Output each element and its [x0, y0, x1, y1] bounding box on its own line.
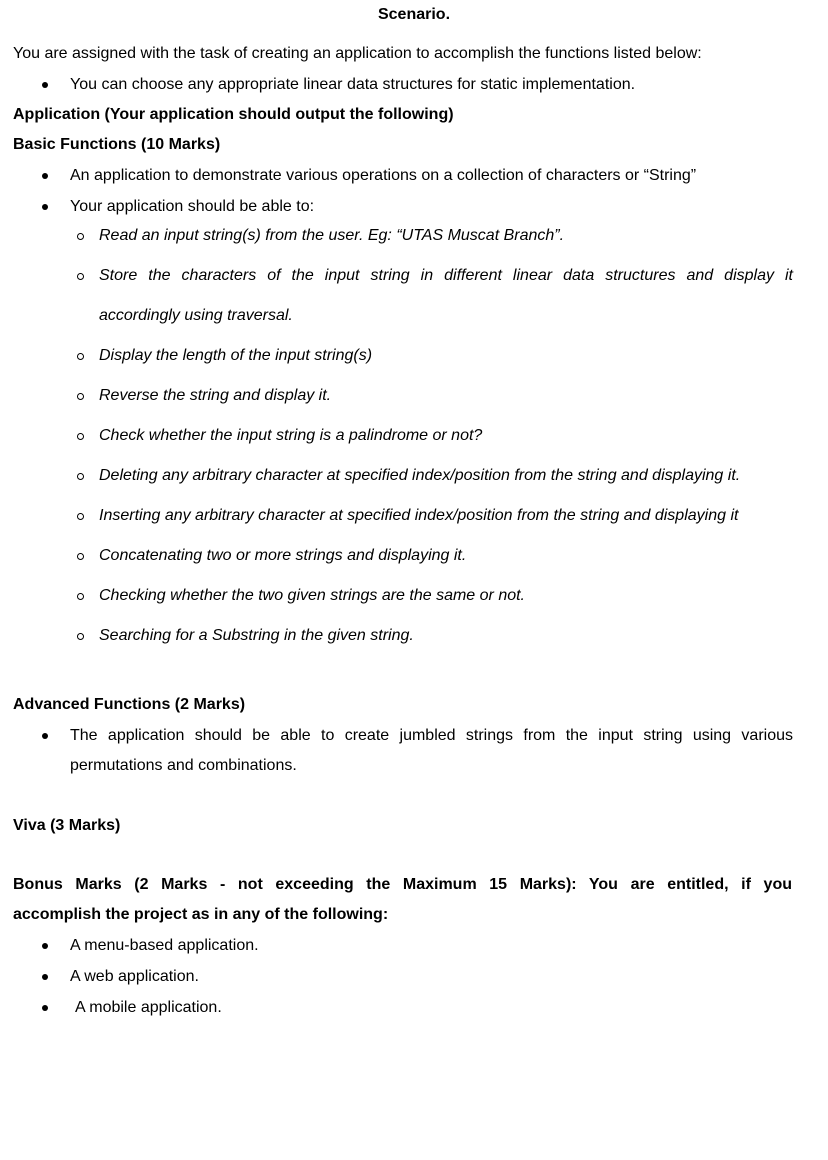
subitem-store-characters-cont: accordingly using traversal.	[99, 307, 293, 324]
bonus-heading-line2: accomplish the project as in any of the following:	[13, 906, 389, 923]
circle-bullet-icon	[77, 353, 84, 360]
circle-bullet-icon	[77, 593, 84, 600]
subitem-read-input: Read an input string(s) from the user. Eg: “UTAS Muscat Branch”.	[99, 227, 565, 244]
circle-bullet-icon	[77, 233, 84, 240]
basic-bullet-1: An application to demonstrate various operations on a collection of characters or “String”	[70, 167, 697, 184]
subitem-reverse: Reverse the string and display it.	[99, 387, 332, 404]
page-title: Scenario.	[377, 6, 451, 23]
circle-bullet-icon	[77, 553, 84, 560]
bullet-icon	[42, 204, 48, 210]
subitem-palindrome: Check whether the input string is a palindrome or not?	[99, 427, 483, 444]
advanced-bullet-line1: The application should be able to create jumbled strings from the input string using various	[70, 727, 793, 744]
advanced-bullet-line2: permutations and combinations.	[70, 757, 297, 774]
subitem-delete-char: Deleting any arbitrary character at specified index/position from the string and displaying it.	[99, 467, 741, 484]
subitem-insert-char: Inserting any arbitrary character at specified index/position from the string and displaying it	[99, 507, 739, 524]
application-heading: Application (Your application should output the following)	[13, 106, 454, 123]
basic-bullet-2: Your application should be able to:	[70, 198, 315, 215]
bullet-icon	[42, 943, 48, 949]
subitem-substring: Searching for a Substring in the given string.	[99, 627, 414, 644]
bonus-heading-line1: Bonus Marks (2 Marks - not exceeding the Maximum 15 Marks): You are entitled, if you	[13, 876, 792, 893]
circle-bullet-icon	[77, 633, 84, 640]
bullet-icon	[42, 974, 48, 980]
bullet-icon	[42, 82, 48, 88]
circle-bullet-icon	[77, 273, 84, 280]
bonus-item-web: A web application.	[70, 968, 199, 985]
subitem-compare: Checking whether the two given strings are the same or not.	[99, 587, 525, 604]
bullet-icon	[42, 1005, 48, 1011]
circle-bullet-icon	[77, 473, 84, 480]
circle-bullet-icon	[77, 513, 84, 520]
circle-bullet-icon	[77, 393, 84, 400]
viva-heading: Viva (3 Marks)	[13, 817, 121, 834]
subitem-concatenate: Concatenating two or more strings and displaying it.	[99, 547, 467, 564]
bonus-item-mobile: A mobile application.	[75, 999, 222, 1016]
circle-bullet-icon	[77, 433, 84, 440]
basic-functions-heading: Basic Functions (10 Marks)	[13, 136, 221, 153]
intro-text: You are assigned with the task of creating an application to accomplish the functions listed below:	[13, 45, 702, 62]
subitem-store-characters: Store the characters of the input string in different linear data structures and display it	[99, 267, 793, 284]
bullet-icon	[42, 173, 48, 179]
subitem-length: Display the length of the input string(s)	[99, 347, 373, 364]
intro-bullet: You can choose any appropriate linear data structures for static implementation.	[70, 76, 636, 93]
advanced-functions-heading: Advanced Functions (2 Marks)	[13, 696, 246, 713]
bonus-item-menu: A menu-based application.	[70, 937, 259, 954]
bullet-icon	[42, 733, 48, 739]
